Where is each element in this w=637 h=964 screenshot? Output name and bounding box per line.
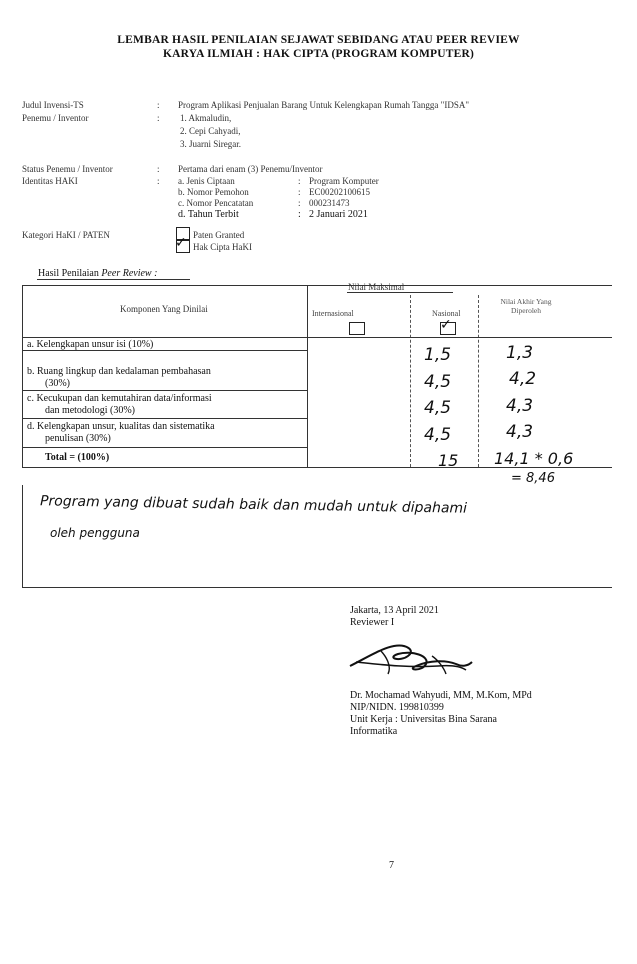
penemu-label: Penemu / Inventor — [22, 113, 89, 123]
identitas-key-c: c. Nomor Pencatatan — [178, 198, 254, 208]
identitas-key-b: b. Nomor Pemohon — [178, 187, 249, 197]
row-c-label: c. Kecukupan dan kemutahiran data/informasi — [27, 393, 212, 404]
colon: : — [298, 187, 301, 197]
table-left-border — [22, 285, 23, 468]
total-label: Total = (100%) — [45, 452, 110, 463]
colon: : — [298, 176, 301, 186]
table-col-divider-nasional — [410, 295, 411, 467]
row-divider — [22, 418, 307, 419]
colon: : — [157, 176, 160, 186]
status-value: Pertama dari enam (3) Penemu/Inventor — [178, 164, 323, 174]
signature-unit-2: Informatika — [350, 726, 398, 737]
identitas-value-a: Program Komputer — [309, 176, 379, 186]
colon: : — [157, 164, 160, 174]
row-b-akhir: 4,2 — [509, 369, 537, 389]
paten-granted-label: Paten Granted — [193, 230, 245, 240]
kategori-label: Kategori HaKI / PATEN — [22, 230, 110, 240]
row-divider — [22, 390, 307, 391]
signature-nip: NIP/NIDN. 199810399 — [350, 702, 444, 713]
row-c-akhir: 4,3 — [506, 396, 534, 416]
internasional-checkbox[interactable] — [349, 322, 365, 335]
colon: : — [157, 100, 160, 110]
section-label-italic: Peer Review : — [101, 268, 158, 279]
signature-place-date: Jakarta, 13 April 2021 — [350, 605, 439, 616]
nilai-maks-underline — [347, 292, 453, 293]
colon: : — [298, 209, 301, 220]
signature-image — [346, 636, 476, 682]
col-komponen-header: Komponen Yang Dinilai — [120, 304, 208, 314]
table-top-border — [22, 285, 612, 286]
check-icon: ✓ — [175, 235, 187, 251]
row-c-label-2: dan metodologi (30%) — [45, 405, 135, 416]
document-title-line2: KARYA ILMIAH : HAK CIPTA (PROGRAM KOMPUTER) — [162, 48, 475, 60]
comment-line-1: Program yang dibuat sudah baik dan mudah untuk dipahami — [39, 493, 468, 517]
comment-line-2: oleh pengguna — [50, 526, 140, 540]
table-col-divider — [307, 285, 308, 468]
identitas-value-b: EC00202100615 — [309, 187, 371, 197]
penemu-item-1: 1. Akmaludin, — [180, 113, 232, 123]
row-a-label: a. Kelengkapan unsur isi (10%) — [27, 339, 154, 350]
section-label-text: Hasil Penilaian — [38, 268, 99, 279]
total-nasional: 15 — [438, 451, 459, 470]
penemu-item-3: 3. Juarni Siregar. — [180, 139, 241, 149]
col-nilai-maks-header: Nilai Maksimal — [348, 282, 405, 292]
identitas-label: Identitas HAKI — [22, 176, 78, 186]
identitas-key-a: a. Jenis Ciptaan — [178, 176, 235, 186]
total-akhir-result: = 8,46 — [511, 471, 555, 486]
section-label — [38, 268, 157, 279]
colon: : — [157, 113, 160, 123]
row-d-label: d. Kelengkapan unsur, kualitas dan sistematika — [27, 421, 215, 432]
row-a-nasional: 1,5 — [424, 345, 452, 365]
row-d-akhir: 4,3 — [506, 422, 534, 442]
row-divider — [22, 447, 307, 448]
hak-cipta-label: Hak Cipta HaKI — [193, 242, 252, 252]
signature-role: Reviewer I — [350, 617, 395, 628]
identitas-value-c: 000231473 — [309, 198, 350, 208]
judul-value: Program Aplikasi Penjualan Barang Untuk Kelengkapan Rumah Tangga "IDSA" — [178, 100, 469, 110]
document-title-line1: LEMBAR HASIL PENILAIAN SEJAWAT SEBIDANG ATAU PEER REVIEW — [117, 34, 520, 46]
row-b-label-2: (30%) — [45, 378, 70, 389]
check-icon: ✓ — [440, 317, 452, 333]
judul-label: Judul Invensi-TS — [22, 100, 84, 110]
row-divider — [22, 350, 307, 351]
comment-box-bottom — [22, 587, 612, 588]
row-c-nasional: 4,5 — [424, 398, 452, 418]
section-underline — [37, 279, 190, 280]
page-number: 7 — [389, 860, 394, 871]
total-akhir: 14,1 * 0,6 — [494, 449, 574, 468]
signature-unit-1: Unit Kerja : Universitas Bina Sarana — [350, 714, 497, 725]
signature-name: Dr. Mochamad Wahyudi, MM, M.Kom, MPd — [350, 690, 532, 701]
row-a-akhir: 1,3 — [506, 343, 534, 363]
identitas-key-d: d. Tahun Terbit — [178, 209, 239, 220]
col-internasional-header: Internasional — [312, 309, 354, 318]
row-d-label-2: penulisan (30%) — [45, 433, 111, 444]
table-col-divider-akhir — [478, 295, 479, 467]
comment-box-left — [22, 485, 23, 588]
col-nilai-akhir-header: Nilai Akhir Yang Diperoleh — [500, 297, 552, 315]
row-d-nasional: 4,5 — [424, 425, 452, 445]
penemu-item-2: 2. Cepi Cahyadi, — [180, 126, 241, 136]
status-label: Status Penemu / Inventor — [22, 164, 113, 174]
table-header-bottom — [22, 337, 612, 338]
row-b-nasional: 4,5 — [424, 372, 452, 392]
identitas-value-d: 2 Januari 2021 — [309, 209, 368, 220]
row-b-label: b. Ruang lingkup dan kedalaman pembahasan — [27, 366, 211, 377]
col-nasional-header: Nasional — [432, 309, 461, 318]
colon: : — [298, 198, 301, 208]
